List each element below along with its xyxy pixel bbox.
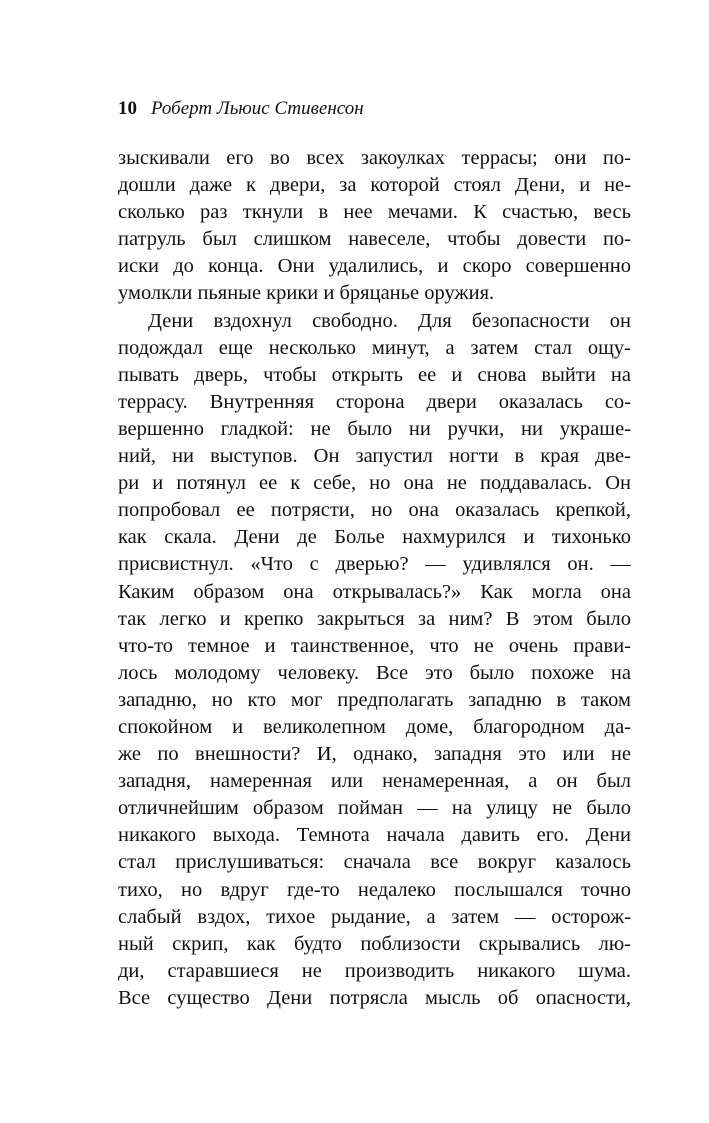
paragraph-end-line: умолкли пьяные крики и бряцанье оружия. <box>118 282 495 305</box>
text-line: тихо, но вдруг где-то недалеко послышался точно <box>118 878 631 901</box>
text-line: террасу. Внутренняя сторона двери оказалась со- <box>118 390 631 413</box>
text-line: Каким образом она открывалась?» Как могла она <box>118 580 631 603</box>
text-line: западня, намеренная или ненамеренная, а он был <box>118 770 631 793</box>
text-line: ний, ни выступов. Он запустил ногти в края две- <box>118 445 631 468</box>
text-line: никакого выхода. Темнота начала давить его. Дени <box>118 824 631 847</box>
text-line: сколько раз ткнули в нее мечами. К счастью, весь <box>118 201 631 224</box>
text-line: патруль был слишком навеселе, чтобы довести по- <box>118 228 631 251</box>
text-line: отличнейшим образом пойман — на улицу не было <box>118 797 631 820</box>
text-line: западню, но кто мог предполагать западню в таком <box>118 688 631 711</box>
text-line: вершенно гладкой: не было ни ручки, ни украше- <box>118 417 631 440</box>
text-line: присвистнул. «Что с дверью? — удивлялся он. — <box>118 553 631 576</box>
text-line: зыскивали его во всех закоулках террасы; они по- <box>118 147 631 169</box>
text-line: стал прислушиваться: сначала все вокруг казалось <box>118 851 631 874</box>
text-line: лось молодому человеку. Все это было похоже на <box>118 661 631 684</box>
text-line: ди, старавшиеся не производить никакого шума. <box>118 959 631 982</box>
text-line: что-то темное и таинственное, что не очень прави- <box>118 634 631 657</box>
body-text <box>118 145 631 1012</box>
text-line: дошли даже к двери, за которой стоял Дени, и не- <box>118 174 631 197</box>
text-line: попробовал ее потрясти, но она оказалась крепкой, <box>118 499 631 522</box>
book-author: Роберт Льюис Стивенсон <box>151 98 364 119</box>
text-line: так легко и крепко закрыться за ним? В этом было <box>118 607 631 630</box>
text-line: подождал еще несколько минут, а затем стал ощу- <box>118 336 631 359</box>
text-line: ри и потянул ее к себе, но она не поддавалась. Он <box>118 472 631 495</box>
running-head <box>118 96 364 122</box>
text-line: спокойном и великолепном доме, благородном да- <box>118 715 631 738</box>
text-line: пывать дверь, чтобы открыть ее и снова выйти на <box>118 363 631 386</box>
text-line: иски до конца. Они удалились, и скоро совершенно <box>118 255 631 278</box>
paragraph-start-line: Дени вздохнул свободно. Для безопасности он <box>148 309 631 332</box>
text-line: слабый вздох, тихое рыдание, а затем — осторож- <box>118 905 631 928</box>
text-line: Все существо Дени потрясла мысль об опасности, <box>118 986 631 1009</box>
text-line: же по внешности? И, однако, западня это или не <box>118 743 631 766</box>
text-line: ный скрип, как будто поблизости скрывались лю- <box>118 932 631 955</box>
page-number: 10 <box>118 98 137 119</box>
text-line: как скала. Дени де Болье нахмурился и тихонько <box>118 526 631 549</box>
